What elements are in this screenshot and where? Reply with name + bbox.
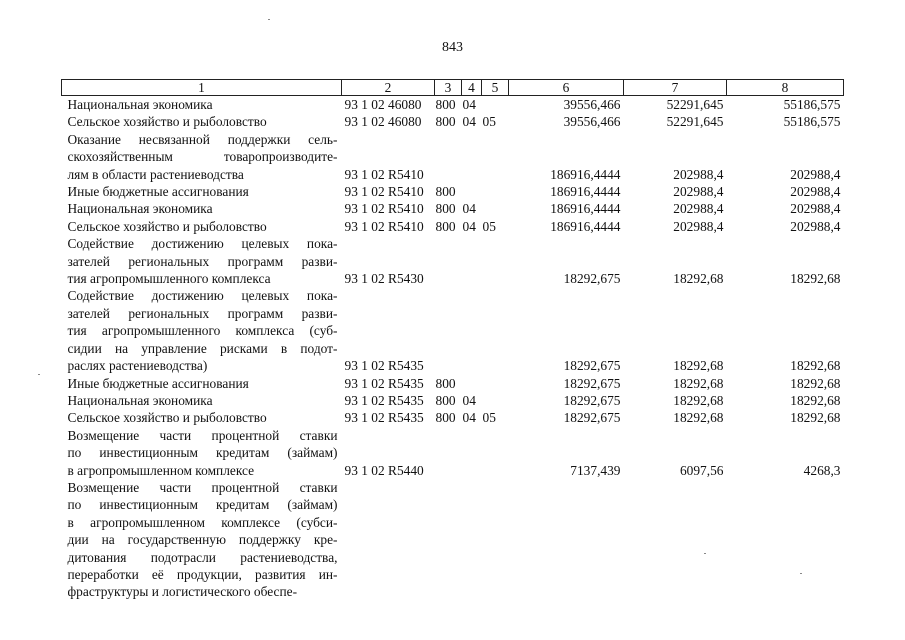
row-name-line: переработки её продукции, развития ин- xyxy=(67,566,338,582)
header-col-7: 7 xyxy=(624,80,727,96)
row-name-line: Содействие достижению целевых пока- xyxy=(67,236,338,252)
row-value-7: 202988,4 xyxy=(673,184,724,200)
row-value-7: 18292,68 xyxy=(673,271,724,287)
row-code: 93 1 02 R5410 xyxy=(344,201,424,217)
scan-speck xyxy=(800,573,802,574)
header-col-8: 8 xyxy=(727,80,844,96)
scan-speck xyxy=(704,553,706,554)
row-code: 93 1 02 R5410 xyxy=(344,166,424,182)
row-value-8: 18292,68 xyxy=(790,358,841,374)
row-value-7: 52291,645 xyxy=(666,114,724,130)
row-value-6: 18292,675 xyxy=(563,358,621,374)
row-name xyxy=(62,183,342,200)
row-value-8: 18292,68 xyxy=(790,410,841,426)
row-name xyxy=(62,218,342,235)
row-code: 93 1 02 R5435 xyxy=(344,375,424,391)
row-value-8: 4268,3 xyxy=(803,462,841,478)
table-row xyxy=(62,96,844,114)
row-col-5 xyxy=(482,392,509,409)
row-name-line: Национальная экономика xyxy=(67,392,213,408)
table-row xyxy=(62,409,844,426)
row-col-5 xyxy=(482,200,509,217)
row-name-line: раслях растениеводства) xyxy=(67,358,208,374)
table-body xyxy=(62,96,844,601)
row-name xyxy=(62,96,342,114)
table-row xyxy=(62,218,844,235)
row-name-line: сидии на управление рисками в подот- xyxy=(67,340,338,356)
row-name-line: Сельское хозяйство и рыболовство xyxy=(67,410,267,426)
row-col-3: 800 xyxy=(435,114,456,130)
row-value-6: 39556,466 xyxy=(563,97,621,112)
row-col-4 xyxy=(462,479,482,601)
row-col-3: 800 xyxy=(435,375,456,391)
scan-speck xyxy=(38,374,40,375)
row-value-8: 18292,68 xyxy=(790,375,841,391)
row-value-6: 186916,4444 xyxy=(550,184,621,200)
row-value-6: 7137,439 xyxy=(570,462,621,478)
row-value-6: 18292,675 xyxy=(563,375,621,391)
row-name-line: Иные бюджетные ассигнования xyxy=(67,184,249,200)
row-name xyxy=(62,375,342,392)
row-value-7: 18292,68 xyxy=(673,392,724,408)
row-col-4: 04 xyxy=(462,201,476,217)
row-col-4 xyxy=(462,287,482,374)
table-header xyxy=(62,80,844,96)
row-col-4: 04 xyxy=(462,410,476,426)
row-value-8: 55186,575 xyxy=(783,114,841,130)
row-name xyxy=(62,479,342,601)
row-value-8: 202988,4 xyxy=(790,184,841,200)
row-value-6: 186916,4444 xyxy=(550,218,621,234)
row-name-line: фраструктуры и логистического обеспе- xyxy=(67,584,298,600)
row-col-4 xyxy=(462,427,482,479)
row-col-3 xyxy=(435,479,462,601)
table-row xyxy=(62,375,844,392)
row-name xyxy=(62,427,342,479)
table-row xyxy=(62,479,844,601)
row-col-4 xyxy=(462,131,482,183)
scan-speck xyxy=(268,19,270,20)
table-row xyxy=(62,131,844,183)
row-col-4: 04 xyxy=(462,392,476,408)
row-code: 93 1 02 R5410 xyxy=(344,184,424,200)
row-col-3 xyxy=(435,287,462,374)
row-name xyxy=(62,287,342,374)
row-name-line: Иные бюджетные ассигнования xyxy=(67,375,249,391)
row-value-6: 18292,675 xyxy=(563,271,621,287)
budget-table xyxy=(61,79,844,601)
row-name-line: тия агропромышленного комплекса (суб- xyxy=(67,323,338,339)
row-col-5: 05 xyxy=(482,410,496,426)
row-value-7: 202988,4 xyxy=(673,166,724,182)
row-name-line: по инвестиционным кредитам (займам) xyxy=(67,445,338,461)
table-row xyxy=(62,427,844,479)
row-code xyxy=(342,479,435,601)
row-value-6: 186916,4444 xyxy=(550,166,621,182)
row-col-5 xyxy=(482,287,509,374)
row-code: 93 1 02 R5435 xyxy=(344,358,424,374)
header-col-1: 1 xyxy=(62,80,342,96)
row-col-5 xyxy=(482,131,509,183)
header-col-2: 2 xyxy=(342,80,435,96)
row-name-line: Сельское хозяйство и рыболовство xyxy=(67,114,267,130)
row-col-4 xyxy=(462,375,482,392)
row-value-8: 202988,4 xyxy=(790,166,841,182)
row-col-3: 800 xyxy=(435,97,456,112)
row-col-3 xyxy=(435,427,462,479)
row-col-5 xyxy=(482,235,509,287)
row-col-5: 05 xyxy=(482,114,496,130)
row-name xyxy=(62,131,342,183)
row-name-line: Национальная экономика xyxy=(67,201,213,217)
row-name xyxy=(62,409,342,426)
row-code: 93 1 02 46080 xyxy=(344,97,422,112)
row-code: 93 1 02 R5440 xyxy=(344,462,424,478)
row-col-4: 04 xyxy=(462,114,476,130)
row-value-7: 18292,68 xyxy=(673,375,724,391)
row-value-7 xyxy=(624,479,727,601)
row-value-6: 186916,4444 xyxy=(550,201,621,217)
row-col-5 xyxy=(482,183,509,200)
row-name-line: дии на государственную поддержку кре- xyxy=(67,532,338,548)
row-name-line: тия агропромышленного комплекса xyxy=(67,271,271,287)
row-value-7: 6097,56 xyxy=(679,462,724,478)
table-row xyxy=(62,183,844,200)
row-col-5 xyxy=(482,375,509,392)
row-value-6: 18292,675 xyxy=(563,392,621,408)
row-name-line: в агропромышленном комплексе (субси- xyxy=(67,514,338,530)
row-col-3: 800 xyxy=(435,218,456,234)
row-col-4 xyxy=(462,235,482,287)
row-name xyxy=(62,113,342,130)
page-number: 843 xyxy=(442,40,463,55)
row-value-8: 202988,4 xyxy=(790,218,841,234)
row-value-7: 52291,645 xyxy=(666,97,724,112)
row-code: 93 1 02 46080 xyxy=(344,114,422,130)
row-col-3: 800 xyxy=(435,201,456,217)
row-code: 93 1 02 R5435 xyxy=(344,410,424,426)
row-value-7: 18292,68 xyxy=(673,358,724,374)
row-code: 93 1 02 R5430 xyxy=(344,271,424,287)
row-value-6: 18292,675 xyxy=(563,410,621,426)
row-col-3: 800 xyxy=(435,392,456,408)
row-value-6 xyxy=(509,479,624,601)
row-name-line: Сельское хозяйство и рыболовство xyxy=(67,218,267,234)
row-name xyxy=(62,392,342,409)
row-name-line: лям в области растениеводства xyxy=(67,166,244,182)
row-name xyxy=(62,200,342,217)
header-col-4: 4 xyxy=(462,80,482,96)
row-value-7: 18292,68 xyxy=(673,410,724,426)
table-row xyxy=(62,287,844,374)
row-col-5 xyxy=(482,96,509,114)
row-code: 93 1 02 R5410 xyxy=(344,218,424,234)
header-row xyxy=(62,80,844,96)
row-name-line: зателей региональных программ разви- xyxy=(67,305,338,321)
row-col-5: 05 xyxy=(482,218,496,234)
row-name-line: зателей региональных программ разви- xyxy=(67,253,338,269)
row-value-7: 202988,4 xyxy=(673,201,724,217)
header-col-5: 5 xyxy=(482,80,509,96)
row-value-7: 202988,4 xyxy=(673,218,724,234)
row-value-6: 39556,466 xyxy=(563,114,621,130)
header-col-3: 3 xyxy=(435,80,462,96)
row-col-4: 04 xyxy=(462,97,476,112)
row-value-8 xyxy=(727,479,844,601)
row-col-4: 04 xyxy=(462,218,476,234)
row-name-line: Национальная экономика xyxy=(67,97,213,112)
row-name-line: скохозяйственным товаропроизводите- xyxy=(67,149,338,165)
row-value-8: 202988,4 xyxy=(790,201,841,217)
row-name-line: Содействие достижению целевых пока- xyxy=(67,288,338,304)
table-row xyxy=(62,392,844,409)
row-col-3: 800 xyxy=(435,410,456,426)
row-col-3 xyxy=(435,235,462,287)
row-name-line: Оказание несвязанной поддержки сель- xyxy=(67,131,338,147)
row-value-8: 18292,68 xyxy=(790,392,841,408)
row-col-5 xyxy=(482,479,509,601)
row-col-4 xyxy=(462,183,482,200)
table-row xyxy=(62,200,844,217)
row-col-3 xyxy=(435,131,462,183)
row-code: 93 1 02 R5435 xyxy=(344,392,424,408)
row-value-8: 18292,68 xyxy=(790,271,841,287)
row-name-line: по инвестиционным кредитам (займам) xyxy=(67,497,338,513)
row-name xyxy=(62,235,342,287)
row-name-line: дитования подотрасли растениеводства, xyxy=(67,549,338,565)
table-row xyxy=(62,235,844,287)
table-row xyxy=(62,113,844,130)
row-name-line: Возмещение части процентной ставки xyxy=(67,479,338,495)
row-name-line: Возмещение части процентной ставки xyxy=(67,427,338,443)
row-col-5 xyxy=(482,427,509,479)
row-col-3: 800 xyxy=(435,184,456,200)
row-name-line: в агропромышленном комплексе xyxy=(67,462,255,478)
row-value-8: 55186,575 xyxy=(783,97,841,112)
header-col-6: 6 xyxy=(509,80,624,96)
